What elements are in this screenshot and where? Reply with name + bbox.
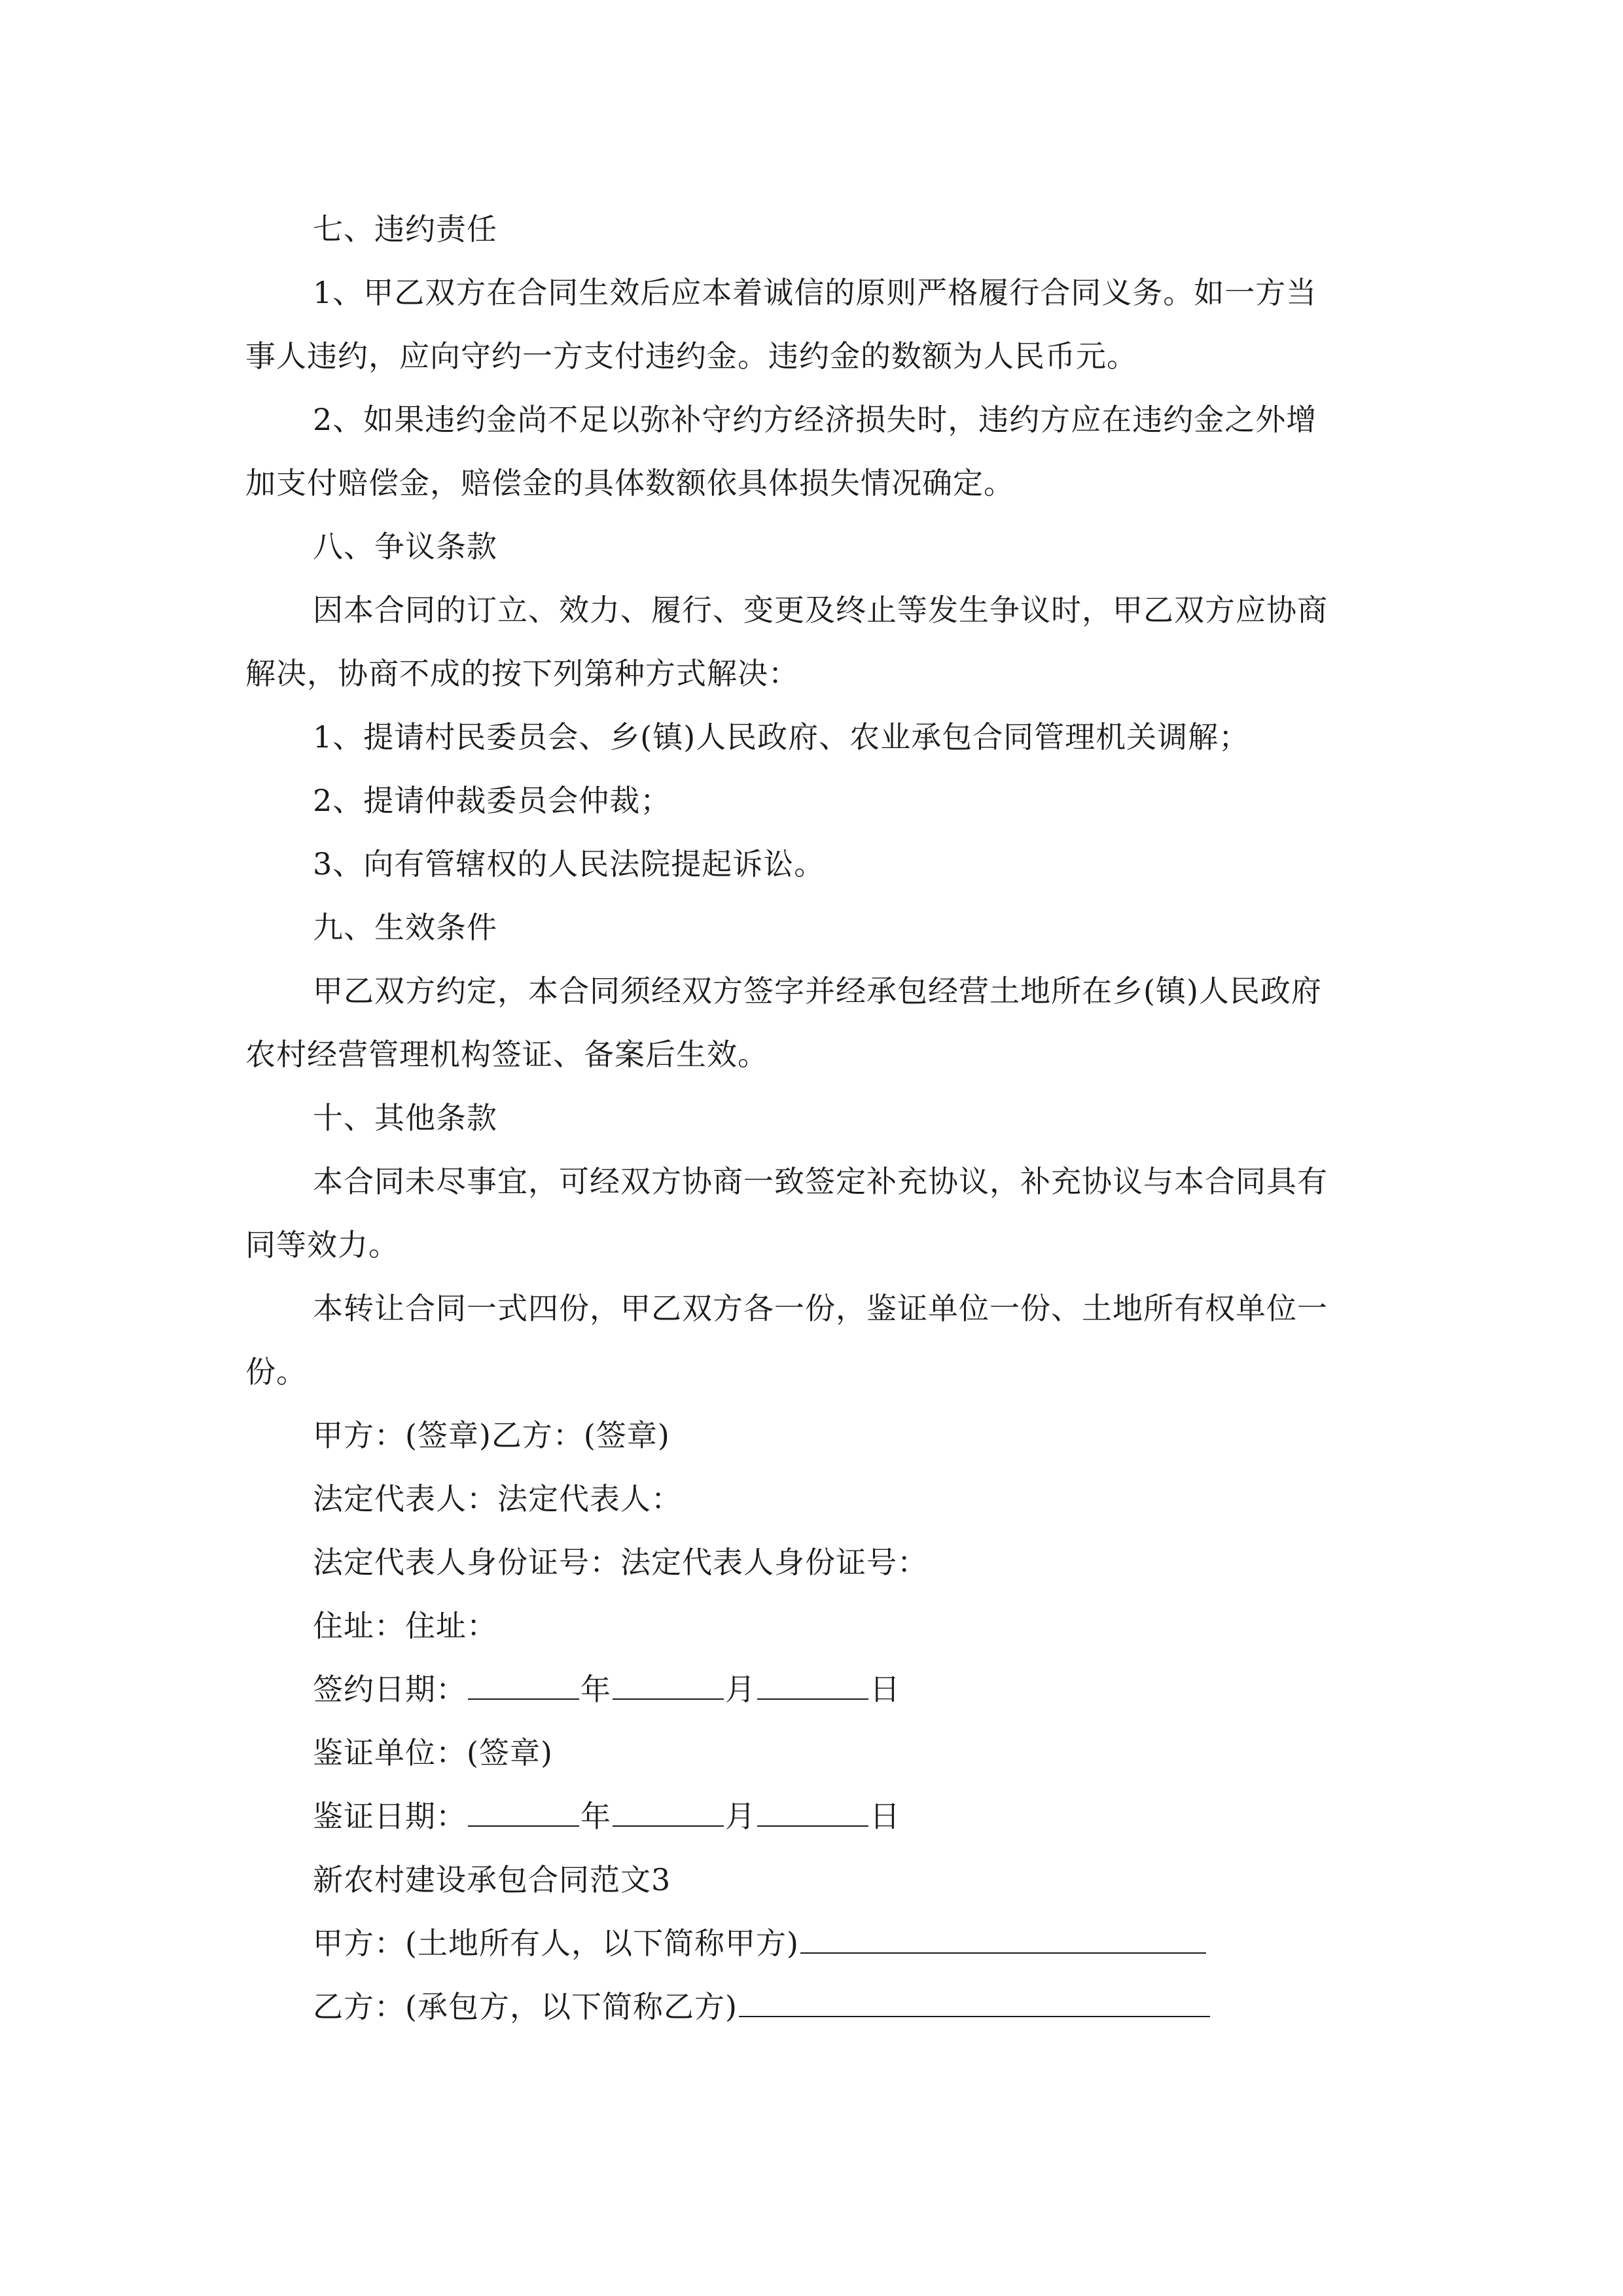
list-item: 1、提请村民委员会、乡(镇)人民政府、农业承包合同管理机关调解； [313,719,1250,755]
addresses: 住址：住址： [313,1608,497,1643]
certification-month-blank [613,1797,724,1827]
day-label: 日 [870,1799,901,1834]
signing-month-blank [613,1670,724,1700]
paragraph-line: 份。 [245,1354,307,1390]
paragraph-line: 1、甲乙双方在合同生效后应本着诚信的原则严格履行合同义务。如一方当 [313,275,1317,310]
paragraph-line: 解决，协商不成的按下列第种方式解决： [245,656,799,691]
signing-date [313,1670,901,1709]
month-label: 月 [725,1799,756,1834]
signing-date-label: 签约日期： [313,1672,467,1707]
list-item: 2、提请仲裁委员会仲裁； [313,783,671,818]
year-label: 年 [580,1672,611,1707]
heading-other-terms: 十、其他条款 [313,1100,497,1136]
party-b-blank [739,1987,1210,2017]
heading-breach-liability: 七、违约责任 [313,211,497,247]
party-a-label: 甲方：(土地所有人，以下简称甲方) [313,1926,799,1961]
day-label: 日 [870,1672,901,1707]
month-label: 月 [725,1672,756,1707]
paragraph-line: 2、如果违约金尚不足以弥补守约方经济损失时，违约方应在违约金之外增 [313,402,1317,437]
paragraph-line: 同等效力。 [245,1227,399,1263]
paragraph-line: 农村经营管理机构签证、备案后生效。 [245,1037,768,1072]
paragraph-line: 加支付赔偿金，赔偿金的具体数额依具体损失情况确定。 [245,465,1014,501]
heading-effective-conditions: 九、生效条件 [313,910,497,945]
paragraph-line: 甲乙双方约定，本合同须经双方签字并经承包经营土地所在乡(镇)人民政府 [313,973,1322,1009]
year-label: 年 [580,1799,611,1834]
section-title: 新农村建设承包合同范文3 [313,1862,671,1897]
paragraph-line: 因本合同的订立、效力、履行、变更及终止等发生争议时，甲乙双方应协商 [313,592,1328,628]
paragraph-line: 事人违约，应向守约一方支付违约金。违约金的数额为人民币元。 [245,338,1137,374]
certification-date [313,1797,901,1836]
party-b-line [313,1987,1211,2026]
paragraph-line: 本转让合同一式四份，甲乙双方各一份，鉴证单位一份、土地所有权单位一 [313,1291,1328,1326]
signing-year-blank [468,1670,579,1700]
certification-day-blank [757,1797,868,1827]
heading-dispute-clause: 八、争议条款 [313,529,497,564]
signature-parties: 甲方：(签章)乙方：(签章) [313,1418,670,1453]
certifying-unit: 鉴证单位：(签章) [313,1735,553,1770]
certification-year-blank [468,1797,579,1827]
list-item: 3、向有管辖权的人民法院提起诉讼。 [313,846,825,882]
legal-representatives: 法定代表人：法定代表人： [313,1481,682,1516]
signing-day-blank [757,1670,868,1700]
party-b-label: 乙方：(承包方，以下简称乙方) [313,1989,738,2024]
paragraph-line: 本合同未尽事宜，可经双方协商一致签定补充协议，补充协议与本合同具有 [313,1164,1328,1199]
representative-id-numbers: 法定代表人身份证号：法定代表人身份证号： [313,1545,928,1580]
party-a-line [313,1924,1207,1963]
certification-date-label: 鉴证日期： [313,1799,467,1834]
party-a-blank [800,1924,1206,1954]
